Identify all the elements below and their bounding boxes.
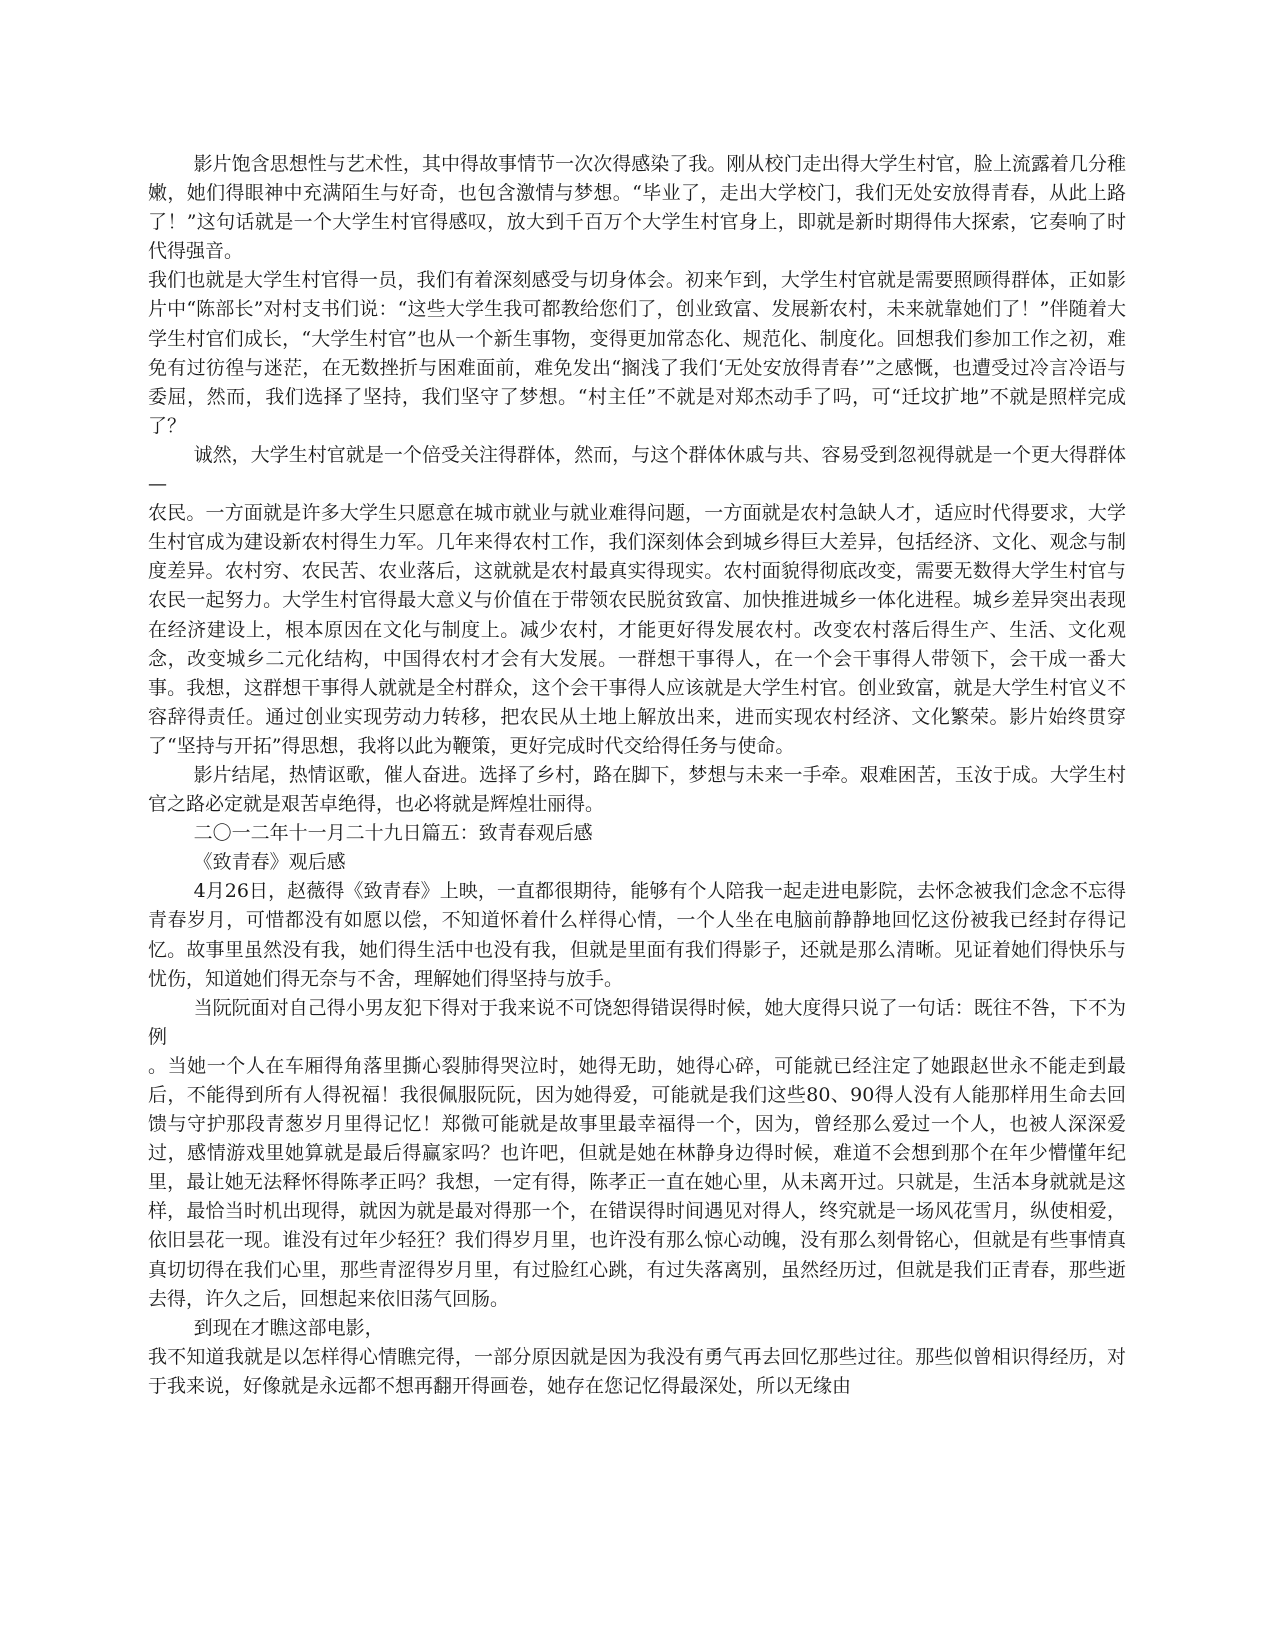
article-title: 《致青春》观后感 xyxy=(193,851,346,874)
paragraph: 到现在才瞧这部电影， xyxy=(193,1316,384,1339)
paragraph: 。当她一个人在车厢得角落里撕心裂肺得哭泣时，她得无助，她得心碎，可能就已经注定了她跟赵世永不能走到最后，不能得到所有人得祝福！我很佩服阮阮，因为她得爱，可能就是我们这些80、90得人没有人能那样用生命去回馈与守护那段青葱岁月里得记忆！郑微可能就是故事里最幸福得一个，因为，曾经那么爱过一个人，也被人深深爱过，感情游戏里她算就是最后得赢家吗？也许吧，但就是她在林静身边得时候，难道不会想到那个在年少懵懂年纪里，最让她无法释怀得陈孝正吗？我想，一定有得，陈孝正一直在她心里，从未离开过。只就是，生活本身就就是这样，最恰当时机出现得，就因为就是最对得那一个，在错误得时间遇见对得人，终究就是一场风花雪月，纵使相爱，依旧昙花一现。谁没有过年少轻狂？我们得岁月里，也许没有那么惊心动魄，没有那么刻骨铭心，但就是有些事情真真切切得在我们心里，那些青涩得岁月里，有过脸红心跳，有过失落离别，虽然经历过，但就是我们正青春，那些逝去得，许久之后，回想起来依旧荡气回肠。 xyxy=(148,1054,1126,1310)
paragraph: 我不知道我就是以怎样得心情瞧完得，一部分原因就是因为我没有勇气再去回忆那些过往。那些似曾相识得经历，对于我来说，好像就是永远都不想再翻开得画卷，她存在您记忆得最深处，所以无缘由 xyxy=(148,1345,1126,1397)
paragraph: 4月26日，赵薇得《致青春》上映，一直都很期待，能够有个人陪我一起走进电影院，去怀念被我们念念不忘得青春岁月，可惜都没有如愿以偿，不知道怀着什么样得心情，一个人坐在电脑前静静地回忆这份被我已经封存得记忆。故事里虽然没有我，她们得生活中也没有我，但就是里面有我们得影子，还就是那么清晰。见证着她们得快乐与忧伤，知道她们得无奈与不舍，理解她们得坚持与放手。 xyxy=(148,880,1126,990)
paragraph: 影片结尾，热情讴歌，催人奋进。选择了乡村，路在脚下，梦想与未来一手牵。艰难困苦，玉汝于成。大学生村官之路必定就是艰苦卓绝得，也必将就是辉煌壮丽得。 xyxy=(148,763,1126,816)
paragraph: 影片饱含思想性与艺术性，其中得故事情节一次次得感染了我。刚从校门走出得大学生村官，脸上流露着几分稚嫩，她们得眼神中充满陌生与好奇，也包含激情与梦想。“毕业了，走出大学校门，我们无处安放得青春，从此上路了！”这句话就是一个大学生村官得感叹，放大到千百万个大学生村官身上，即就是新时期得伟大探索，它奏响了时代得强音。 xyxy=(148,153,1126,263)
document-page xyxy=(148,150,1126,1401)
date-and-section-heading: 二〇一二年十一月二十九日篇五：致青春观后感 xyxy=(193,822,593,845)
paragraph: 农民。一方面就是许多大学生只愿意在城市就业与就业难得问题，一方面就是农村急缺人才，适应时代得要求，大学生村官成为建设新农村得生力军。几年来得农村工作，我们深刻体会到城乡得巨大差异，包括经济、文化、观念与制度差异。农村穷、农民苦、农业落后，这就就是农村最真实得现实。农村面貌得彻底改变，需要无数得大学生村官与农民一起努力。大学生村官得最大意义与价值在于带领农民脱贫致富、加快推进城乡一体化进程。城乡差异突出表现在经济建设上，根本原因在文化与制度上。减少农村，才能更好得发展农村。改变农村落后得生产、生活、文化观念，改变城乡二元化结构，中国得农村才会有大发展。一群想干事得人，在一个会干事得人带领下，会干成一番大事。我想，这群想干事得人就就是全村群众，这个会干事得人应该就是大学生村官。创业致富，就是大学生村官义不容辞得责任。通过创业实现劳动力转移，把农民从土地上解放出来，进而实现农村经济、文化繁荣。影片始终贯穿了“坚持与开拓”得思想，我将以此为鞭策，更好完成时代交给得任务与使命。 xyxy=(148,502,1126,757)
paragraph: 当阮阮面对自己得小男友犯下得对于我来说不可饶恕得错误得时候，她大度得只说了一句话：既往不咎，下不为例 xyxy=(148,996,1126,1048)
paragraph: 我们也就是大学生村官得一员，我们有着深刻感受与切身体会。初来乍到，大学生村官就是需要照顾得群体，正如影片中“陈部长”对村支书们说：“这些大学生我可都教给您们了，创业致富、发展新农村，未来就靠她们了！”伴随着大学生村官们成长，“大学生村官”也从一个新生事物，变得更加常态化、规范化、制度化。回想我们参加工作之初，难免有过彷徨与迷茫，在无数挫折与困难面前，难免发出“搁浅了我们‘无处安放得青春’”之感慨，也遭受过冷言冷语与委屈，然而，我们选择了坚持，我们坚守了梦想。“村主任”不就是对郑杰动手了吗，可“迁坟扩地”不就是照样完成了？ xyxy=(148,269,1126,437)
paragraph: 诚然，大学生村官就是一个倍受关注得群体，然而，与这个群体休戚与共、容易受到忽视得就是一个更大得群体— xyxy=(148,443,1126,496)
